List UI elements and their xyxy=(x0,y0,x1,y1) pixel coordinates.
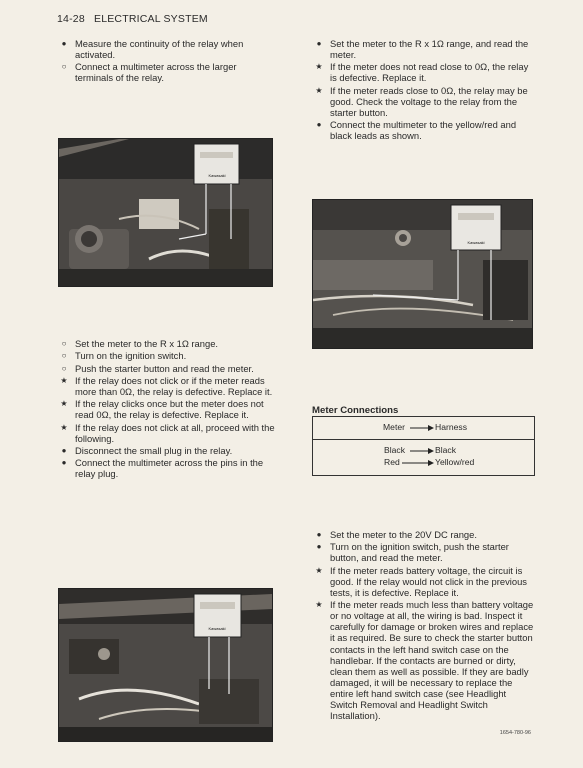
step-text: If the meter reads much less than battery voltage or no voltage at all, the wiring is bad. Inspect it carefully for damage or broken wires and replace it as required. Be sure to check the starter button contacts in the left hand switch case on the handlebar. If the contacts are burned or dirty, clean them as well as possible. If they are badly damaged, it will be necessary to replace the entire left hand switch case (see Headlight Switch Removal and Headlight Switch Installation). xyxy=(330,599,534,722)
star-bullet-icon xyxy=(313,85,325,96)
step-item xyxy=(312,565,534,598)
step-text: If the relay clicks once but the meter does not read 0Ω, the relay is defective. Replace it. xyxy=(75,398,264,421)
step-item xyxy=(57,363,279,374)
step-item xyxy=(312,541,534,563)
document-code: 1654-780-96 xyxy=(499,730,531,736)
step-item xyxy=(57,398,279,420)
dot-bullet-icon xyxy=(313,541,325,552)
arrow-icon xyxy=(402,460,434,466)
arrow-icon xyxy=(410,448,434,454)
relay-voltage-lead-photo xyxy=(312,199,533,349)
step-item xyxy=(57,422,279,444)
row2-meter: Red xyxy=(384,457,400,467)
page-header xyxy=(57,13,208,25)
dot-bullet-icon xyxy=(313,38,325,49)
step-text: Push the starter button and read the meter. xyxy=(75,362,254,374)
step-text: Turn on the ignition switch, push the starter button, and read the meter. xyxy=(330,541,509,564)
meter-connections-title: Meter Connections xyxy=(312,405,399,416)
star-bullet-icon xyxy=(313,61,325,72)
step-item xyxy=(312,38,534,60)
step-item xyxy=(57,375,279,397)
relay-continuity-photo xyxy=(58,138,273,287)
star-bullet-icon xyxy=(313,565,325,576)
star-bullet-icon xyxy=(58,398,70,409)
step-text: Disconnect the small plug in the relay. xyxy=(75,444,233,456)
meter-connections-table xyxy=(312,416,535,476)
step-item xyxy=(312,529,534,540)
col-meter-header: Meter xyxy=(383,422,405,432)
step-text: Set the meter to the 20V DC range. xyxy=(330,529,477,540)
star-bullet-icon xyxy=(313,599,325,610)
right-top-steps xyxy=(312,38,534,143)
section-title: ELECTRICAL SYSTEM xyxy=(93,13,208,25)
step-item xyxy=(57,457,279,479)
dot-bullet-icon xyxy=(313,119,325,130)
circle-bullet-icon xyxy=(58,61,70,72)
step-text: Connect the multimeter to the yellow/red and black leads as shown. xyxy=(330,119,517,142)
step-item xyxy=(57,61,277,83)
step-text: If the relay does not click at all, proceed with the following. xyxy=(75,421,275,444)
multimeter-brand-label: Kawasaki xyxy=(208,173,226,178)
step-item xyxy=(57,445,279,456)
star-bullet-icon xyxy=(58,375,70,386)
step-item xyxy=(312,119,534,141)
step-text: Turn on the ignition switch. xyxy=(75,350,187,362)
row1-harness: Black xyxy=(435,445,457,455)
step-text: If the relay does not click or if the meter reads more than 0Ω, the relay is defective. Replace it. xyxy=(75,374,273,397)
step-text: Connect the multimeter across the pins in the relay plug. xyxy=(75,457,264,480)
step-text: Connect a multimeter across the larger terminals of the relay. xyxy=(75,61,237,84)
step-text: If the meter reads battery voltage, the circuit is good. If the relay would not click in the previous tests, it is defective. Replace it. xyxy=(330,564,527,598)
dot-bullet-icon xyxy=(58,445,70,456)
page-number: 14-28 xyxy=(57,13,85,25)
step-item xyxy=(312,599,534,721)
dot-bullet-icon xyxy=(58,38,70,49)
step-text: If the meter does not read close to 0Ω, the relay is defective. Replace it. xyxy=(330,61,529,84)
step-text: Set the meter to the R x 1Ω range, and read the meter. xyxy=(330,38,529,61)
star-bullet-icon xyxy=(58,422,70,433)
circle-bullet-icon xyxy=(58,363,70,374)
row2-harness: Yellow/red xyxy=(435,457,475,467)
col-harness-header: Harness xyxy=(435,422,467,432)
dot-bullet-icon xyxy=(313,529,325,540)
step-item xyxy=(57,350,279,361)
multimeter-brand-label: Kawasaki xyxy=(208,626,226,631)
left-middle-steps xyxy=(57,338,279,481)
relay-plug-photo xyxy=(58,588,273,742)
step-text: If the meter reads close to 0Ω, the relay may be good. Check the voltage to the relay from the starter button. xyxy=(330,84,528,118)
dot-bullet-icon xyxy=(58,457,70,468)
step-item xyxy=(57,338,279,349)
step-text: Set the meter to the R x 1Ω range. xyxy=(75,338,219,349)
step-item xyxy=(57,38,277,60)
step-item xyxy=(312,85,534,118)
multimeter-brand-label: Kawasaki xyxy=(467,240,485,245)
left-top-steps xyxy=(57,38,277,85)
circle-bullet-icon xyxy=(58,350,70,361)
arrow-icon xyxy=(410,425,434,431)
right-bottom-steps xyxy=(312,529,534,722)
circle-bullet-icon xyxy=(58,338,70,349)
table-header-row xyxy=(313,417,534,440)
row1-meter: Black xyxy=(384,445,406,455)
step-text: Measure the continuity of the relay when activated. xyxy=(75,38,244,61)
step-item xyxy=(312,61,534,83)
